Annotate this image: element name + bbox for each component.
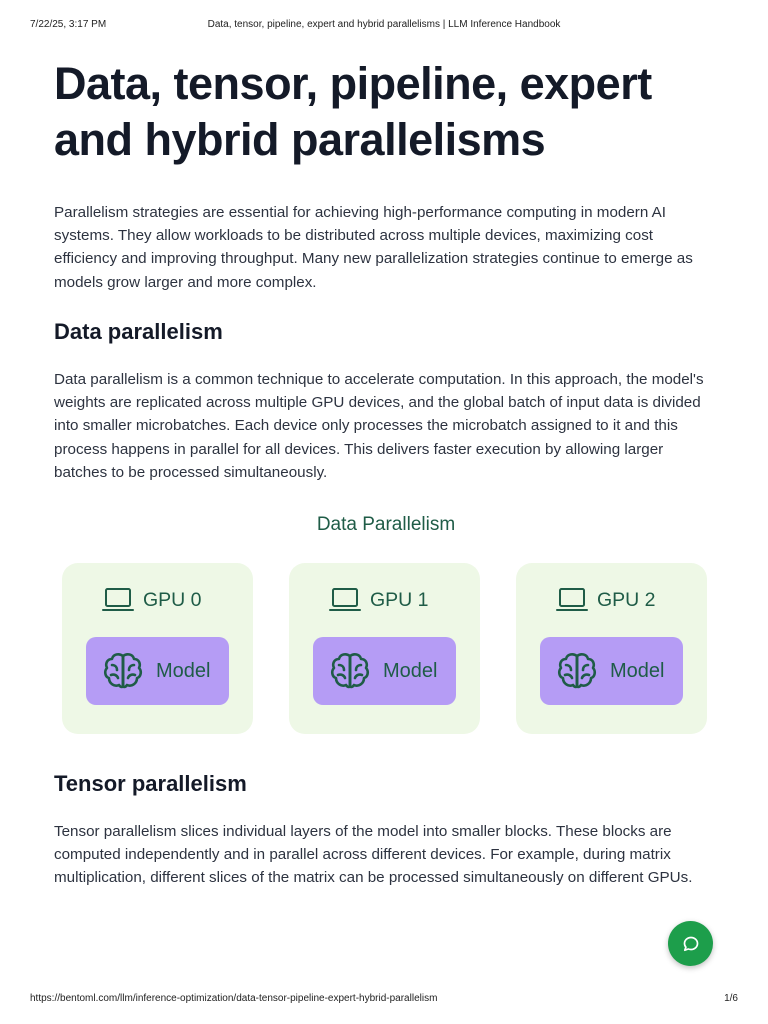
intro-paragraph: Parallelism strategies are essential for achieving high-performance computing in modern AI systems. They allow workloads to be distributed across multiple devices, maximizing cost efficiency and improving throughput. Many new parallelization strategies continue to emerge as models grow larger and more complex. [54, 204, 693, 291]
model-box [540, 637, 683, 705]
section-heading-tensor-parallelism: Tensor parallelism [54, 771, 247, 796]
print-footer [0, 993, 768, 1007]
print-url: https://bentoml.com/llm/inference-optimization/data-tensor-pipeline-expert-hybrid-parallelism [30, 993, 438, 1004]
brain-icon [556, 651, 598, 691]
page-title-line1: Data, tensor, pipeline, expert [54, 58, 652, 109]
model-box [313, 637, 456, 705]
gpu-card [516, 563, 707, 734]
print-header [0, 19, 768, 33]
gpu-label [556, 587, 656, 613]
chat-bubble-icon [682, 935, 700, 953]
section-body-tensor-parallelism: Tensor parallelism slices individual layers of the model into smaller blocks. These blocks are computed independently and in parallel across different devices. For example, during matrix multiplication, different slices of the matrix can be processed simultaneously on different GPUs. [54, 823, 693, 887]
diagram-title: Data Parallelism [316, 514, 456, 535]
page-title [54, 56, 718, 168]
page-number: 1/6 [724, 993, 738, 1004]
model-label: Model [610, 659, 665, 682]
gpu-label-text: GPU 2 [597, 588, 656, 611]
brain-icon [329, 651, 371, 691]
brain-icon [102, 651, 144, 691]
gpu-label [102, 587, 202, 613]
section-body-data-parallelism: Data parallelism is a common technique to accelerate computation. In this approach, the model's weights are replicated across multiple GPU devices, and the global batch of input data is divided into smaller microbatches. Each device only processes the microbatch assigned to it and this process happens in parallel for all devices. This delivers faster execution by allowing larger batches to be processed simultaneously. [54, 371, 704, 481]
gpu-label [329, 587, 429, 613]
print-doc-title: Data, tensor, pipeline, expert and hybrid parallelisms | LLM Inference Handbook [207, 19, 561, 30]
article-title-block [54, 56, 718, 168]
section-heading-data-parallelism: Data parallelism [54, 319, 223, 344]
gpu-card [289, 563, 480, 734]
gpu-label-text: GPU 0 [143, 588, 202, 611]
gpu-card [62, 563, 253, 734]
print-date: 7/22/25, 3:17 PM [30, 19, 107, 30]
page-title-line2: and hybrid parallelisms [54, 114, 546, 165]
gpu-label-text: GPU 1 [370, 588, 429, 611]
model-label: Model [156, 659, 211, 682]
laptop-icon [329, 587, 361, 613]
laptop-icon [102, 587, 134, 613]
model-box [86, 637, 229, 705]
laptop-icon [556, 587, 588, 613]
model-label: Model [383, 659, 438, 682]
chat-button[interactable] [668, 921, 713, 966]
data-parallelism-diagram [54, 505, 718, 745]
